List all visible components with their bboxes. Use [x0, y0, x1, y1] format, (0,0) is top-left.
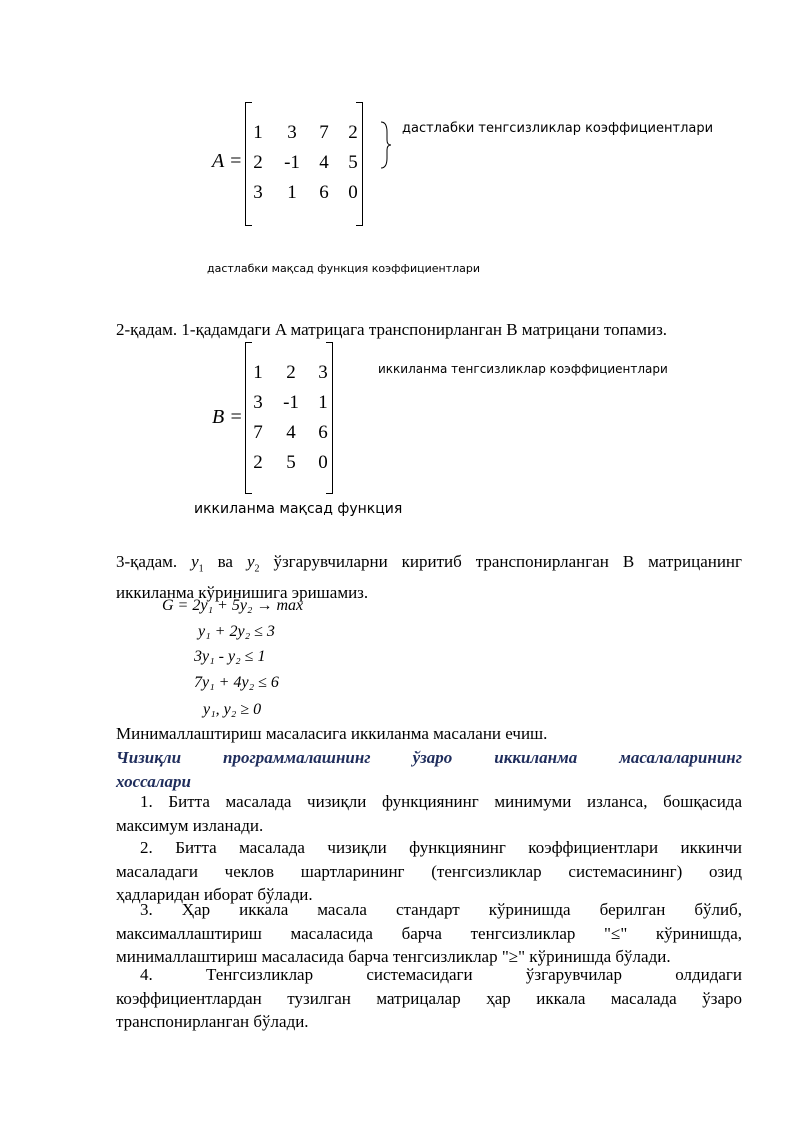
- property-4-line1: 4. Тенгсизликлар системасидаги ўзгарувчилар олдидаги: [140, 965, 742, 984]
- matrix-a-cell: 2: [348, 122, 358, 143]
- matrix-b-cell: 5: [286, 452, 296, 473]
- property-3-line3: минималлаштириш масаласида барча тенгсизликлар "≥" кўринишда бўлади.: [116, 947, 671, 966]
- step3-prefix: 3-қадам.: [116, 552, 178, 571]
- matrix-a-bottom-note: дастлабки мақсад функция коэффициентлари: [207, 262, 480, 275]
- matrix-a-cell: 7: [319, 122, 329, 143]
- section-heading: [116, 746, 742, 793]
- matrix-b-label: B =: [212, 406, 243, 428]
- matrix-b-cell: 1: [318, 392, 328, 413]
- matrix-a-cell: 5: [348, 152, 358, 173]
- matrix-a-cell: 6: [319, 182, 329, 203]
- step2-sentence: 2-қадам. 1-қадамдаги A матрицага транспонирланган B матрицани топамиз.: [116, 320, 668, 339]
- matrix-b-cell: 3: [253, 392, 263, 413]
- var-y2: $y_2$: [246, 552, 260, 575]
- constraint-nonneg: y₁, y₂ ≥ 0: [203, 701, 262, 718]
- property-4-line3: транспонирланган бўлади.: [116, 1012, 309, 1031]
- property-2-line3: ҳадларидан иборат бўлади.: [116, 885, 313, 904]
- property-4-line2: коэффициентлардан тузилган матрицалар ҳар иккала масалада ўзаро: [116, 988, 742, 1008]
- matrix-b-cell: 3: [318, 362, 328, 383]
- matrix-b-cell: 2: [286, 362, 296, 383]
- step3-line1-rest: ўзгарувчиларни киритиб транспонирланган B матрицанинг: [273, 552, 742, 571]
- property-3: [116, 898, 742, 969]
- matrix-a-cell: 2: [253, 152, 263, 173]
- matrix-a-cell: -1: [284, 152, 300, 173]
- matrix-b-cell: -1: [283, 392, 299, 413]
- matrix-b-bottom-note: иккиланма мақсад функция: [194, 501, 403, 517]
- matrix-a-row-note: дастлабки тенгсизликлар коэффициентлари: [402, 121, 714, 136]
- property-1: [116, 790, 742, 837]
- constraint-2: 3y₁ - y₂ ≤ 1: [194, 648, 266, 665]
- matrix-b-cell: 6: [318, 422, 328, 443]
- matrix-b-cell: 0: [318, 452, 328, 473]
- property-3-line2: максималлаштириш масаласида барча тенгсизликлар "≤" кўринишда,: [116, 923, 742, 943]
- matrix-b-row-note: иккиланма тенгсизликлар коэффициентлари: [378, 362, 668, 376]
- matrix-b-cell: 2: [253, 452, 263, 473]
- constraint-3: 7y₁ + 4y₂ ≤ 6: [194, 674, 279, 691]
- matrix-a-cell: 0: [348, 182, 358, 203]
- matrix-a-cell: 3: [253, 182, 263, 203]
- step2-text: [116, 318, 742, 342]
- property-2: [116, 836, 742, 907]
- matrix-a-row-brace: [379, 120, 393, 170]
- conclusion: Минималлаштириш масаласига иккиланма масалани ечиш.: [116, 724, 548, 743]
- matrix-a: [245, 102, 363, 226]
- step3-line1: [116, 550, 742, 581]
- property-4: [116, 963, 742, 1034]
- var-y1: $y_1$: [191, 552, 204, 575]
- matrix-a-label: A =: [212, 150, 243, 172]
- matrix-b-cell: 4: [286, 422, 296, 443]
- matrix-a-cell: 1: [287, 182, 297, 203]
- matrix-a-cell: 3: [287, 122, 297, 143]
- property-3-line1: 3. Ҳар иккала масала стандарт кўринишда берилган бўлиб,: [140, 900, 742, 919]
- step3-line2: иккиланма кўринишига эришамиз.: [116, 582, 369, 602]
- matrix-a-cell: 1: [253, 122, 263, 143]
- matrix-a-cell: 4: [319, 152, 329, 173]
- matrix-b: [245, 342, 333, 494]
- property-2-line2: масаладаги чеклов шартларининг (тенгсизликлар системасининг) озид: [116, 861, 742, 881]
- and-word: ва: [217, 552, 233, 571]
- property-1-line2: максимум изланади.: [116, 815, 264, 835]
- property-2-line1: 2. Битта масалада чизиқли функциянинг коэффициентлари иккинчи: [140, 838, 742, 857]
- matrix-b-cell: 1: [253, 362, 263, 383]
- objective-equation: G = 2y₁ + 5y₂ → max: [162, 597, 304, 614]
- matrix-b-cell: 7: [253, 422, 263, 443]
- heading-line2: хоссалари: [116, 771, 191, 791]
- constraint-1: y₁ + 2y₂ ≤ 3: [198, 623, 275, 640]
- property-1-line1: 1. Битта масалада чизиқли функциянинг минимуми изланса, бошқасида: [140, 792, 742, 811]
- heading-line1: Чизиқли программалашнинг ўзаро иккиланма масалаларининг: [116, 748, 742, 767]
